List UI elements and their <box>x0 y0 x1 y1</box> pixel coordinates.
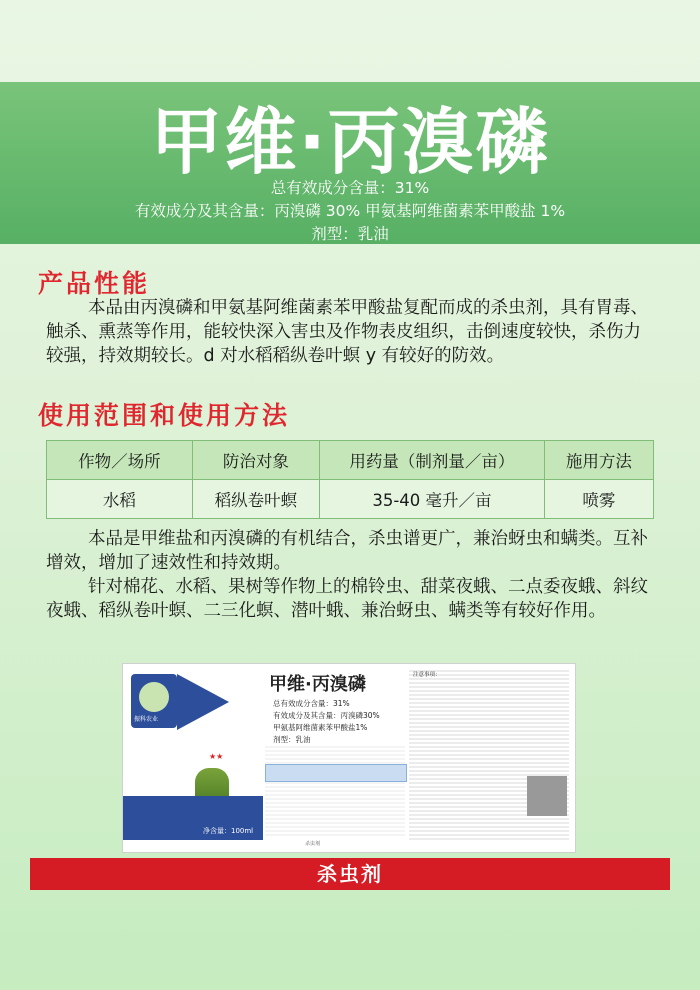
label-total: 总有效成分含量：31% <box>273 699 350 708</box>
brand-name: 振科农业 <box>134 716 159 723</box>
cell-crop: 水稻 <box>47 480 193 519</box>
label-triangle-shape <box>177 674 229 730</box>
usage-heading: 使用范围和使用方法 <box>38 401 291 430</box>
col-header-method: 施用方法 <box>544 441 653 480</box>
ingredients: 有效成分及其含量：丙溴磷 30% 甲氨基阿维菌素苯甲酸盐 1% <box>134 202 566 220</box>
table-header-row <box>47 441 654 480</box>
label-mini-table <box>265 764 407 782</box>
table-row <box>47 480 654 519</box>
col-header-crop: 作物／场所 <box>47 441 193 480</box>
label-fine-print <box>265 746 405 836</box>
category-banner: 杀虫剂 <box>30 858 670 890</box>
brand-logo-icon <box>131 674 177 728</box>
label-footer: 杀虫剂 <box>305 841 321 847</box>
product-label-image <box>122 663 576 853</box>
label-ingredients-a: 有效成分及其含量：丙溴磷30% <box>273 711 380 720</box>
performance-text: 本品由丙溴磷和甲氨基阿维菌素苯甲酸盐复配而成的杀虫剂，具有胃毒、触杀、熏蒸等作用，能较快深入害虫及作物表皮组织，击倒速度较快，杀伤力较强，持效期较长。d 对水稻稻纵卷叶螟 y 有较好的防效。 <box>46 298 648 366</box>
label-product-name: 甲维·丙溴磷 <box>269 674 366 695</box>
usage-table <box>46 440 654 519</box>
label-ingredients-b: 甲氨基阿维菌素苯甲酸盐1% <box>273 723 368 732</box>
total-content: 总有效成分含量：31% <box>270 179 430 197</box>
cell-target: 稻纵卷叶螟 <box>192 480 319 519</box>
formulation: 剂型：乳油 <box>311 225 389 243</box>
product-title: 甲维·丙溴磷 <box>150 100 550 184</box>
col-header-dosage: 用药量（制剂量／亩） <box>320 441 545 480</box>
usage-para-2: 针对棉花、水稻、果树等作物上的棉铃虫、甜菜夜蛾、二点委夜蛾、斜纹夜蛾、稻纵卷叶螟、二三化螟、潜叶蛾、兼治蚜虫、螨类等有较好作用。 <box>46 577 648 621</box>
label-net-content: 净含量：100ml <box>203 827 254 835</box>
barcode-icon <box>527 776 567 816</box>
label-formulation: 剂型：乳油 <box>273 735 311 744</box>
performance-heading: 产品性能 <box>38 269 151 298</box>
label-instructions-panel <box>409 670 569 842</box>
usage-description <box>46 527 656 623</box>
col-header-target: 防治对象 <box>192 441 319 480</box>
label-instructions-title: 注意事项： <box>413 672 441 678</box>
usage-para-1: 本品是甲维盐和丙溴磷的有机结合，杀虫谱更广，兼治蚜虫和螨类。互补增效，增加了速效性和持效期。 <box>46 529 648 573</box>
label-stars: ★★ <box>209 752 224 761</box>
logo-emblem-icon <box>139 682 169 712</box>
cell-method: 喷雾 <box>544 480 653 519</box>
cell-dosage: 35-40 毫升／亩 <box>320 480 545 519</box>
